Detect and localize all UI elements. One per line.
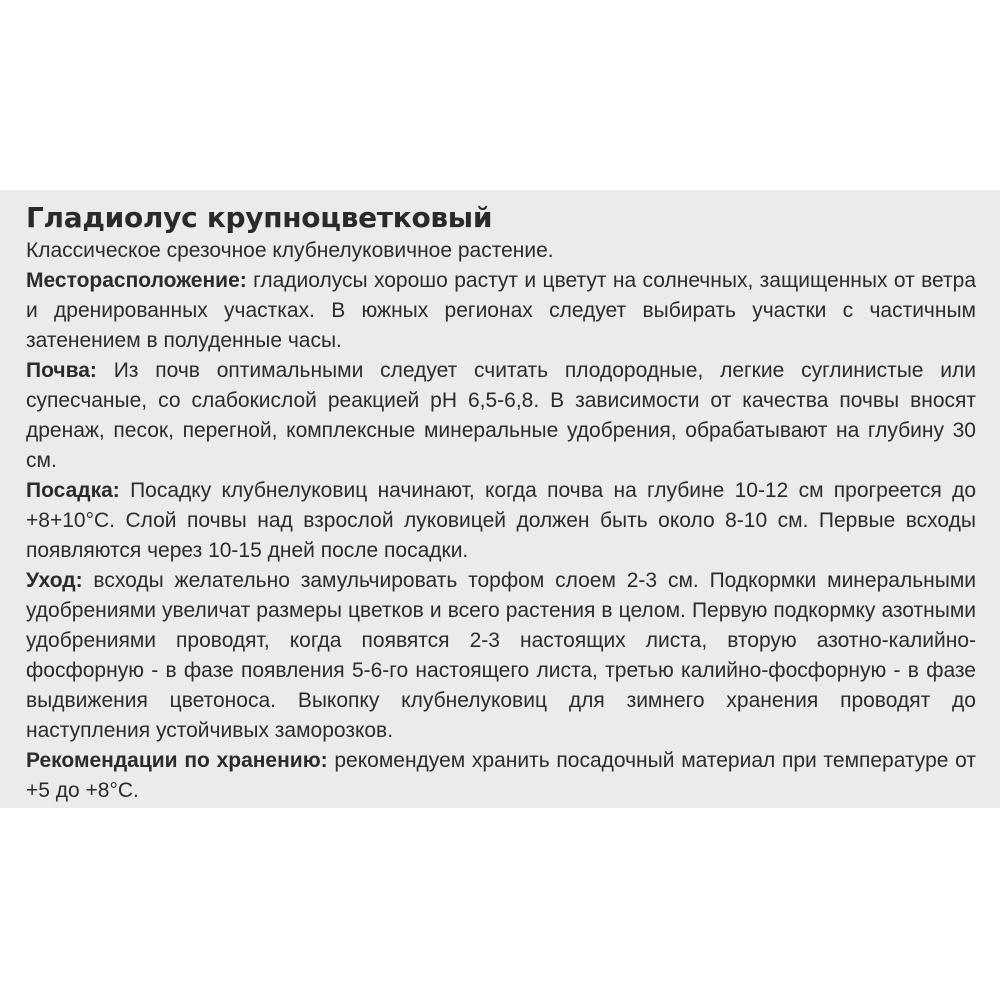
document-title: Гладиолус крупноцветковый [26,201,493,234]
section-planting [26,476,976,566]
section-text: всходы желательно замульчировать торфом слоем 2-3 см. Подкормки минеральными удобрениями увеличат размеры цветков и всего растения в целом. Первую подкормку азотными удобрениями проводят, когда появятся 2-3 настоящих листа, вторую азотно-калийно-фосфорную - в фазе появления 5-6-го настоящего листа, третью калийно-фосфорную - в фазе выдвижения цветоноса. Выкопку клубнелуковиц для зимнего хранения проводят до наступления устойчивых заморозков. [26,569,976,742]
section-label: Почва: [26,359,97,382]
section-storage [26,746,976,806]
section-text: рекомендуем хранить посадочный материал при температуре от +5 до +8°С. [26,749,976,802]
section-soil [26,356,976,476]
document-body [26,200,976,806]
section-text: гладиолусы хорошо растут и цветут на солнечных, защищенных от ветра и дренированных участках. В южных регионах следует выбирать участки с частичным затенением в полуденные часы. [26,269,976,352]
section-label: Рекомендации по хранению: [26,749,328,772]
section-label: Посадка: [26,479,120,502]
section-label: Уход: [26,569,83,592]
section-text: Посадку клубнелуковиц начинают, когда почва на глубине 10-12 см прогреется до +8+10°С. Слой почвы над взрослой луковицей должен быть около 8-10 см. Первые всходы появляются через 10-15 дней после посадки. [26,479,976,562]
section-location [26,266,976,356]
section-label: Месторасположение: [26,269,247,292]
section-care [26,566,976,746]
document-subtitle: Классическое срезочное клубнелуковичное растение. [26,239,554,262]
section-text: Из почв оптимальными следует считать плодородные, легкие суглинистые или супесчаные, со слабокислой реакцией pH 6,5-6,8. В зависимости от качества почвы вносят дренаж, песок, перегной, комплексные минеральные удобрения, обрабатывают на глубину 30 см. [26,359,976,472]
